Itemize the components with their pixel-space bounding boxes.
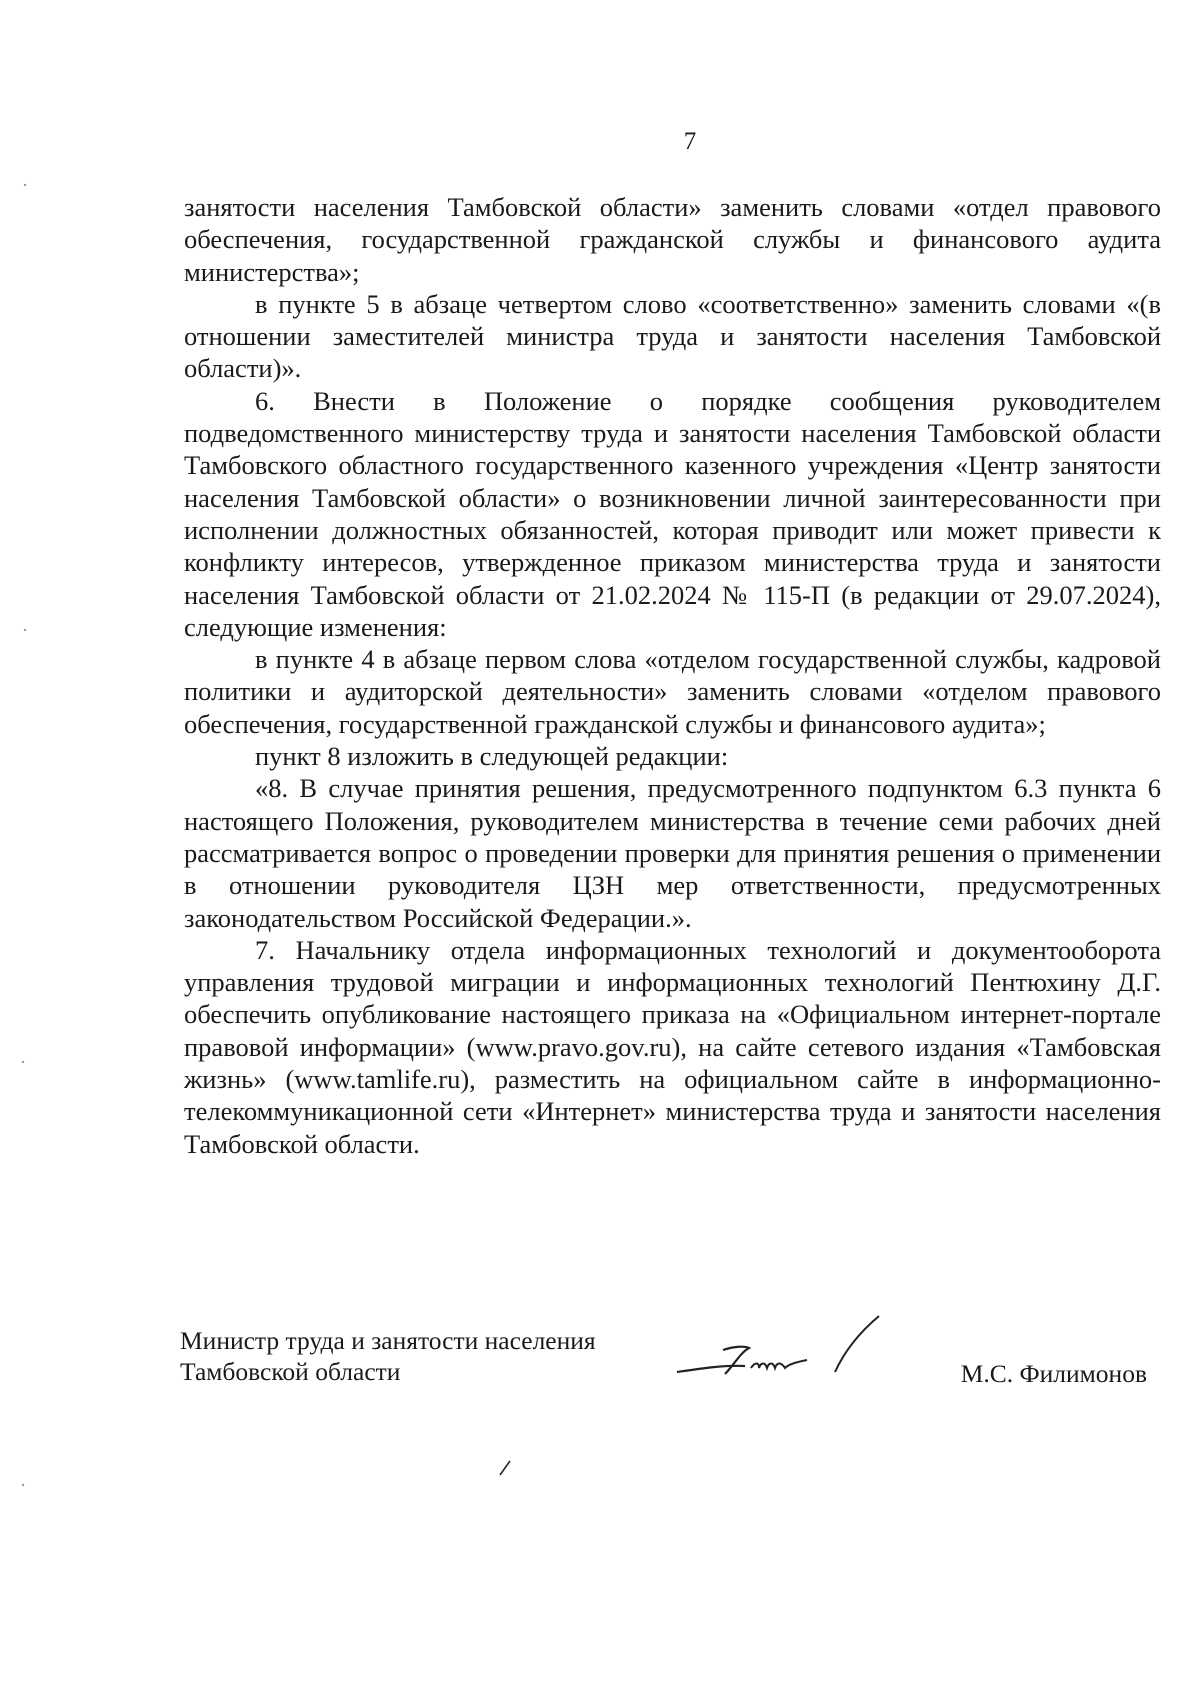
paragraph-item-6: 6. Внести в Положение о порядке сообщения руководителем подведомственного министерству труда и занятости населения Тамбовской области Тамбовского областного государственного казенного учреждения «Центр занятости населения Тамбовской области» о возникновении личной заинтересованности при исполнении должностных обязанностей, которая приводит или может привести к конфликту интересов, утвержденное приказом министерства труда и занятости населения Тамбовской области от 21.02.2024 № 115-П (в редакции от 29.07.2024), следующие изменения: [184, 385, 1161, 642]
document-body [184, 191, 1161, 1160]
stray-pen-mark [496, 1455, 516, 1479]
scan-margin-dot [22, 180, 28, 190]
signer-name: М.С. Филимонов [960, 1359, 1147, 1388]
paragraph-point-8-text: «8. В случае принятия решения, предусмотренного подпунктом 6.3 пункта 6 настоящего Положения, руководителем министерства в течение семи рабочих дней рассматривается вопрос о проведении проверки для принятия решения о применении в отношении руководителя ЦЗН мер ответственности, предусмотренных законодательством Российской Федерации.». [184, 773, 1161, 933]
scan-margin-dot [20, 1057, 26, 1067]
paragraph-point-8-intro: пункт 8 изложить в следующей редакции: [255, 741, 729, 772]
paragraph-item-7: 7. Начальнику отдела информационных технологий и документооборота управления трудовой миграции и информационных технологий Пентюхину Д.Г. обеспечить опубликование настоящего приказа на «Официальном интернет-портале правовой информации» (www.pravo.gov.ru), на сайте сетевого издания «Тамбовская жизнь» (www.tamlife.ru), разместить на официальном сайте в информационно-телекоммуникационной сети «Интернет» министерства труда и занятости населения Тамбовской области. [184, 934, 1161, 1159]
signature-position-line-1: Министр труда и занятости населения [180, 1326, 596, 1355]
signature-position-line-2: Тамбовской области [180, 1357, 401, 1386]
scan-margin-dot [20, 1480, 26, 1490]
paragraph-point-4: в пункте 4 в абзаце первом слова «отделом государственной службы, кадровой политики и аудиторской деятельности» заменить словами «отделом правового обеспечения, государственной гражданской службы и финансового аудита»; [184, 644, 1161, 739]
scan-margin-dot [22, 625, 28, 635]
paragraph-point-5: в пункте 5 в абзаце четвертом слово «соответственно» заменить словами «(в отношении заместителей министра труда и занятости населения Тамбовской области)». [184, 288, 1161, 384]
paragraph-continuation: занятости населения Тамбовской области» заменить словами «отдел правового обеспечения, государственной гражданской службы и финансового аудита министерства»; [184, 192, 1161, 287]
page-number: 7 [683, 128, 697, 155]
